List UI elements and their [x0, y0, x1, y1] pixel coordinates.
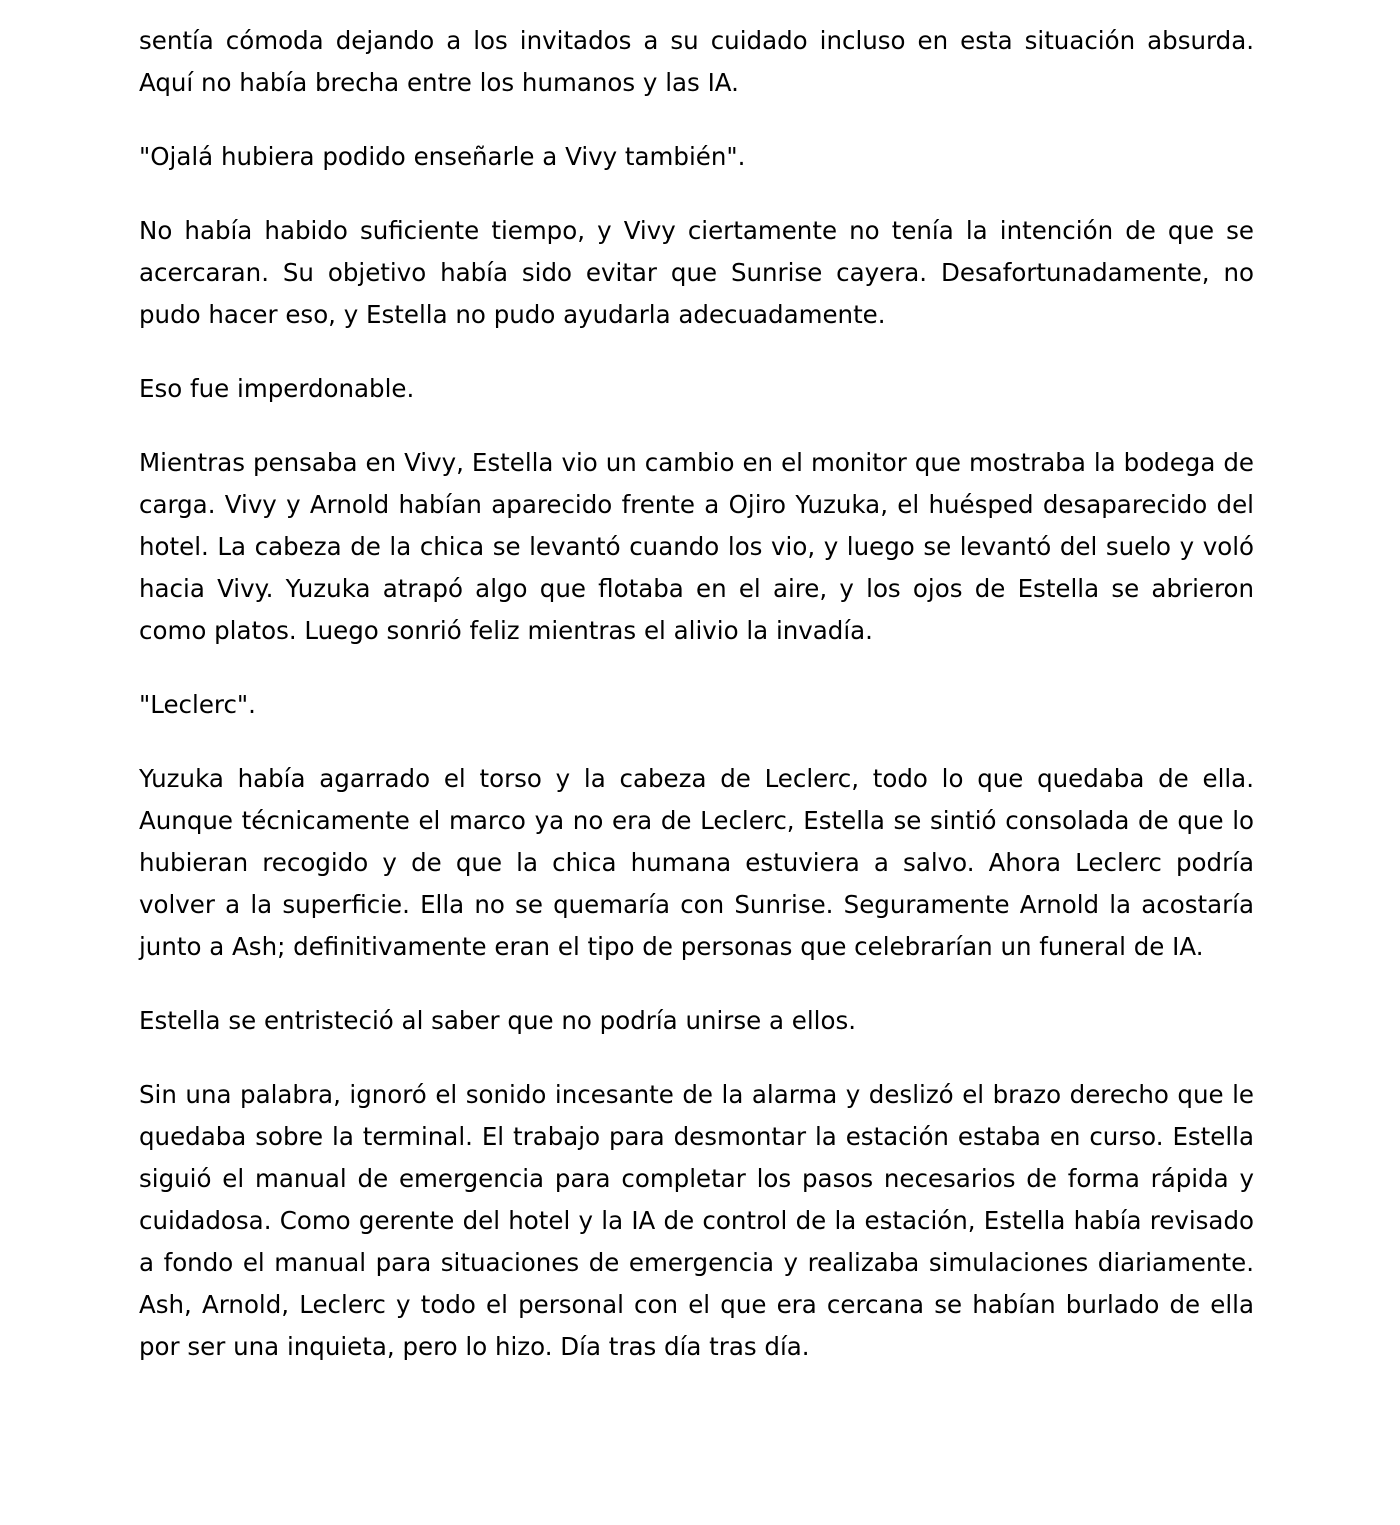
paragraph-8: Estella se entristeció al saber que no podría unirse a ellos.: [139, 1006, 857, 1035]
paragraph-7: Yuzuka había agarrado el torso y la cabeza de Leclerc, todo lo que quedaba de ella. Aunque técnicamente el marco ya no era de Leclerc, Estella se sintió consolada de que lo hubieran recogido y de que la chica humana estuviera a salvo. Ahora Leclerc podría volver a la superficie. Ella no se quemaría con Sunrise. Seguramente Arnold la acostaría junto a Ash; definitivamente eran el tipo de personas que celebrarían un funeral de IA.: [139, 764, 1254, 961]
paragraph-4: Eso fue imperdonable.: [139, 374, 415, 403]
paragraph-1: sentía cómoda dejando a los invitados a su cuidado incluso en esta situación absurda. Aquí no había brecha entre los humanos y las IA.: [139, 26, 1254, 97]
paragraph-6: "Leclerc".: [139, 690, 256, 719]
paragraph-9: Sin una palabra, ignoró el sonido incesante de la alarma y deslizó el brazo derecho que le quedaba sobre la terminal. El trabajo para desmontar la estación estaba en curso. Estella siguió el manual de emergencia para completar los pasos necesarios de forma rápida y cuidadosa. Como gerente del hotel y la IA de control de la estación, Estella había revisado a fondo el manual para situaciones de emergencia y realizaba simulaciones diariamente. Ash, Arnold, Leclerc y todo el personal con el que era cercana se habían burlado de ella por ser una inquieta, pero lo hizo. Día tras día tras día.: [139, 1080, 1254, 1361]
paragraph-5: Mientras pensaba en Vivy, Estella vio un cambio en el monitor que mostraba la bodega de carga. Vivy y Arnold habían aparecido frente a Ojiro Yuzuka, el huésped desaparecido del hotel. La cabeza de la chica se levantó cuando los vio, y luego se levantó del suelo y voló hacia Vivy. Yuzuka atrapó algo que flotaba en el aire, y los ojos de Estella se abrieron como platos. Luego sonrió feliz mientras el alivio la invadía.: [139, 448, 1254, 645]
document-page: [139, 20, 1254, 1368]
paragraph-3: No había habido suficiente tiempo, y Vivy ciertamente no tenía la intención de que se acercaran. Su objetivo había sido evitar que Sunrise cayera. Desafortunadamente, no pudo hacer eso, y Estella no pudo ayudarla adecuadamente.: [139, 216, 1254, 329]
paragraph-2: "Ojalá hubiera podido enseñarle a Vivy también".: [139, 142, 746, 171]
